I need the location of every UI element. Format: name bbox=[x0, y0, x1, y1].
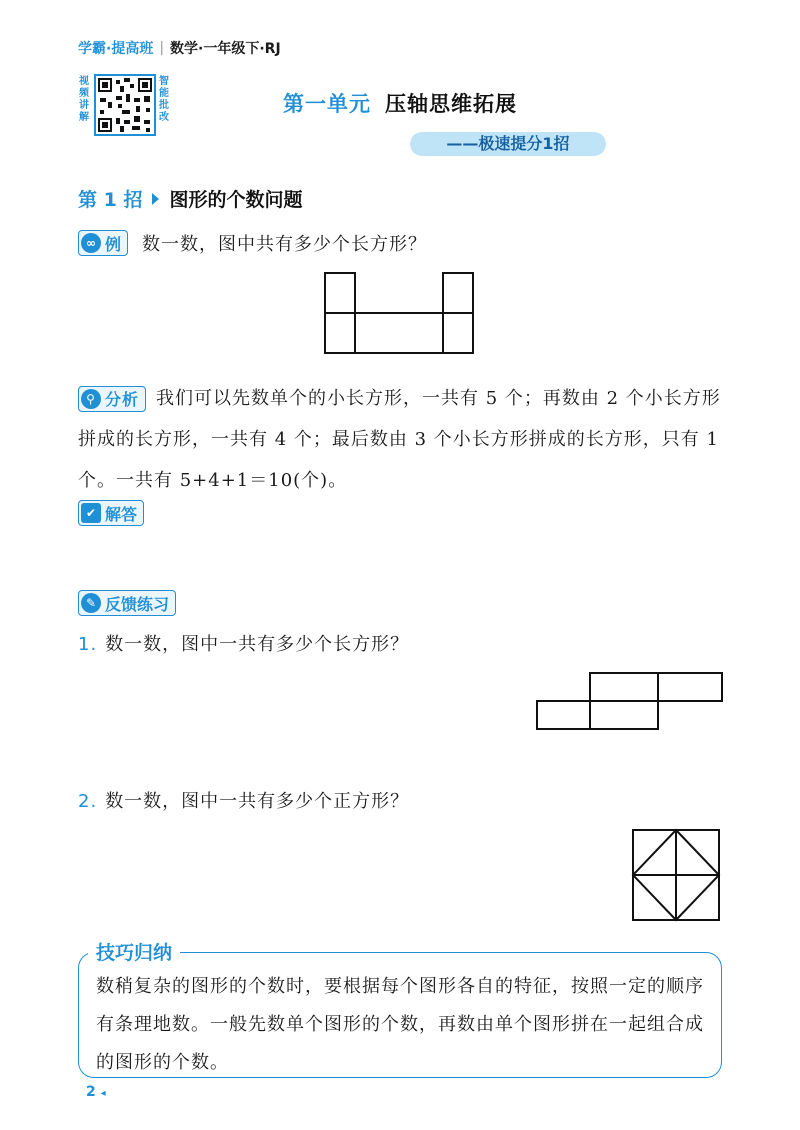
page-number-value: 2 bbox=[86, 1084, 96, 1100]
analysis-tag bbox=[78, 386, 146, 412]
link-icon: ∞ bbox=[81, 233, 101, 253]
question-2-figure bbox=[630, 827, 722, 923]
figure-rect-bottom-right bbox=[443, 313, 473, 353]
book-subject: 数学·一年级下·RJ bbox=[170, 41, 281, 57]
page-header bbox=[78, 38, 281, 58]
header-separator: | bbox=[159, 40, 165, 56]
practice-tag bbox=[78, 590, 176, 616]
figure-rect-top-left bbox=[325, 273, 355, 313]
question-2 bbox=[78, 787, 409, 813]
q1-rect-bottom-left bbox=[537, 701, 590, 729]
pencil-icon: ✎ bbox=[81, 593, 101, 613]
question-1 bbox=[78, 630, 409, 656]
summary-text: 数稍复杂的图形的个数时，要根据每个图形各自的特征，按照一定的顺序有条理地数。一般先数单个图形的个数，再数由单个图形拼在一起组合成的图形的个数。 bbox=[96, 976, 704, 1073]
q1-rect-top-right bbox=[658, 673, 722, 701]
unit-subtitle: ——极速提分1招 bbox=[410, 132, 606, 156]
practice-tag-label: 反馈练习 bbox=[105, 594, 170, 614]
qr-right-label: 智能批改 bbox=[159, 76, 169, 123]
analysis-text: 我们可以先数单个的小长方形，一共有 5 个；再数由 2 个小长方形拼成的长方形，一共有 4 个；最后数由 3 个小长方形拼成的长方形，只有 1 个。一共有 5+4+1＝10(个)。 bbox=[78, 388, 721, 491]
unit-title bbox=[0, 88, 800, 118]
example-row bbox=[78, 230, 427, 256]
example-question: 数一数，图中共有多少个长方形？ bbox=[142, 234, 428, 255]
trick-title: 图形的个数问题 bbox=[169, 189, 303, 211]
unit-name: 压轴思维拓展 bbox=[385, 92, 517, 116]
q1-rect-top-left bbox=[590, 673, 658, 701]
q1-rect-bottom-right bbox=[590, 701, 658, 729]
analysis-block bbox=[78, 378, 724, 501]
summary-title: 技巧归纳 bbox=[88, 938, 180, 965]
example-figure bbox=[322, 270, 476, 356]
answer-tag bbox=[78, 500, 144, 526]
unit-number: 第一单元 bbox=[283, 92, 371, 116]
example-tag-label: 例 bbox=[105, 234, 122, 254]
trick-number: 第 1 招 bbox=[78, 189, 143, 211]
question-1-figure bbox=[534, 670, 726, 732]
trick-heading bbox=[78, 185, 302, 212]
figure-rect-bottom-middle bbox=[355, 313, 443, 353]
figure-rect-top-right bbox=[443, 273, 473, 313]
qr-left-label: 视频讲解 bbox=[79, 76, 89, 123]
question-1-text: 数一数，图中一共有多少个长方形？ bbox=[105, 634, 410, 655]
triangle-right-icon bbox=[152, 193, 159, 205]
checkmark-icon: ✔ bbox=[81, 503, 101, 523]
figure-rect-bottom-left bbox=[325, 313, 355, 353]
example-tag bbox=[78, 230, 128, 256]
question-2-number: 2. bbox=[78, 791, 98, 812]
answer-tag-label: 解答 bbox=[105, 504, 138, 524]
question-1-number: 1. bbox=[78, 634, 98, 655]
triangle-left-icon: ◂ bbox=[100, 1088, 106, 1099]
analysis-tag-label: 分析 bbox=[105, 389, 140, 409]
book-brand: 学霸·提高班 bbox=[78, 41, 154, 57]
question-2-text: 数一数，图中一共有多少个正方形？ bbox=[105, 791, 410, 812]
magnifier-icon: ⚲ bbox=[81, 389, 101, 409]
page-number bbox=[86, 1084, 106, 1100]
